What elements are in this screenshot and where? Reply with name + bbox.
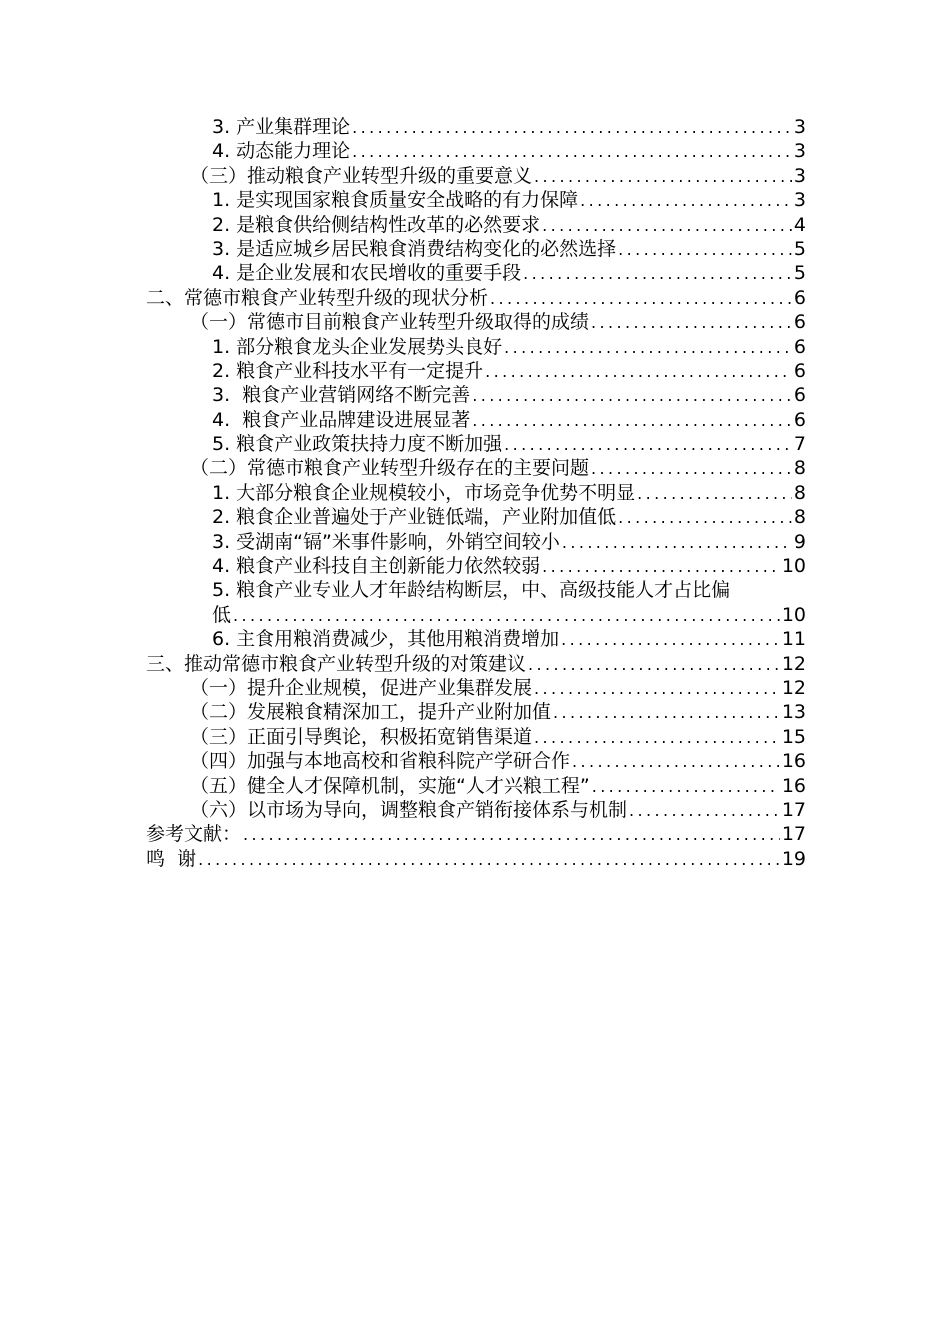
- toc-page-number: 17: [781, 798, 806, 821]
- toc-page-number: 3: [793, 164, 806, 187]
- toc-entry-title: （三）推动粮食产业转型升级的重要意义: [190, 164, 533, 187]
- toc-entry[interactable]: [146, 822, 806, 846]
- toc-entry[interactable]: [146, 115, 806, 139]
- toc-leader-dots: [243, 823, 780, 847]
- toc-entry-title: 参考文献：: [146, 823, 242, 846]
- toc-page-number: 8: [793, 457, 806, 480]
- toc-leader-dots: [534, 165, 792, 189]
- toc-page-number: 17: [781, 823, 806, 846]
- toc-leader-dots: [504, 433, 792, 457]
- toc-entry[interactable]: [146, 286, 806, 310]
- toc-leader-dots: [233, 604, 780, 628]
- toc-entry[interactable]: [146, 847, 806, 871]
- toc-entry[interactable]: [146, 188, 806, 212]
- toc-entry-title: 3. 受湖南“镉”米事件影响，外销空间较小: [212, 530, 560, 553]
- toc-entry-title: 2. 粮食产业科技水平有一定提升: [212, 359, 484, 382]
- toc-leader-dots: [637, 482, 792, 506]
- toc-leader-dots: [352, 116, 792, 140]
- toc-entry-title: 4. 粮食产业品牌建设进展显著: [212, 408, 471, 431]
- toc-page-number: 12: [781, 676, 806, 699]
- toc-leader-dots: [553, 701, 780, 725]
- toc-entry[interactable]: [146, 749, 806, 773]
- toc-page-number: 8: [793, 506, 806, 529]
- toc-page-number: 6: [793, 335, 806, 358]
- toc-entry-title: （一）提升企业规模，促进产业集群发展: [190, 676, 533, 699]
- toc-leader-dots: [490, 287, 792, 311]
- toc-leader-dots: [472, 384, 792, 408]
- toc-leader-dots: [618, 238, 792, 262]
- toc-entry-title: （二）常德市粮食产业转型升级存在的主要问题: [190, 457, 590, 480]
- toc-page-number: 10: [781, 603, 806, 626]
- toc-page-number: 6: [793, 359, 806, 382]
- toc-entry-continuation[interactable]: [146, 603, 806, 627]
- toc-entry[interactable]: [146, 530, 806, 554]
- toc-entry-title: （四）加强与本地高校和省粮科院产学研合作: [190, 750, 571, 773]
- toc-entry-title: 4. 是企业发展和农民增收的重要手段: [212, 262, 522, 285]
- toc-entry-title: 4. 粮食产业科技自主创新能力依然较弱: [212, 555, 541, 578]
- toc-page-number: 19: [781, 847, 806, 870]
- toc-page-number: 12: [781, 652, 806, 675]
- toc-entry-title: 1. 是实现国家粮食质量安全战略的有力保障: [212, 189, 579, 212]
- toc-page-number: 4: [793, 213, 806, 236]
- toc-entry-title: 6. 主食用粮消费减少，其他用粮消费增加: [212, 628, 560, 651]
- toc-leader-dots: [618, 506, 792, 530]
- toc-entry-title: 4. 动态能力理论: [212, 140, 351, 163]
- toc-leader-dots: [580, 189, 792, 213]
- toc-entry[interactable]: [146, 383, 806, 407]
- toc-entry[interactable]: [146, 676, 806, 700]
- toc-leader-dots: [485, 360, 792, 384]
- toc-page-number: 6: [793, 408, 806, 431]
- toc-page-number: 6: [793, 384, 806, 407]
- toc-entry-title: 3. 产业集群理论: [212, 116, 351, 138]
- toc-entry-title: 低: [212, 603, 232, 626]
- toc-page-number: 10: [781, 555, 806, 578]
- toc-entry[interactable]: [146, 505, 806, 529]
- toc-leader-dots: [528, 653, 780, 677]
- toc-entry[interactable]: [146, 261, 806, 285]
- toc-entry[interactable]: [146, 700, 806, 724]
- toc-entry[interactable]: [146, 359, 806, 383]
- toc-entry-title: 二、常德市粮食产业转型升级的现状分析: [146, 286, 489, 309]
- toc-entry-title: 2. 是粮食供给侧结构性改革的必然要求: [212, 213, 541, 236]
- toc-entry[interactable]: [146, 481, 806, 505]
- toc-entry-title: 3. 是适应城乡居民粮食消费结构变化的必然选择: [212, 237, 617, 260]
- toc-entry[interactable]: [146, 652, 806, 676]
- toc-entry-title: （二）发展粮食精深加工，提升产业附加值: [190, 701, 552, 724]
- toc-entry-title: 5. 粮食产业专业人才年龄结构断层，中、高级技能人才占比偏: [212, 579, 731, 602]
- toc-entry[interactable]: [146, 408, 806, 432]
- toc-leader-dots: [534, 677, 780, 701]
- toc-leader-dots: [562, 531, 792, 555]
- toc-page-number: 5: [793, 237, 806, 260]
- toc-entry[interactable]: [146, 237, 806, 261]
- toc-leader-dots: [504, 336, 792, 360]
- toc-page-number: 6: [793, 311, 806, 334]
- toc-leader-dots: [472, 409, 792, 433]
- toc-leader-dots: [592, 775, 780, 799]
- toc-entry-title: （三）正面引导舆论，积极拓宽销售渠道: [190, 725, 533, 748]
- toc-entry[interactable]: [146, 335, 806, 359]
- toc-leader-dots: [534, 726, 780, 750]
- toc-entry[interactable]: [146, 164, 806, 188]
- toc-entry-title: 5. 粮食产业政策扶持力度不断加强: [212, 433, 503, 456]
- toc-page-number: 13: [781, 701, 806, 724]
- toc-entry[interactable]: [146, 554, 806, 578]
- toc-leader-dots: [198, 848, 780, 872]
- toc-entry-title: 鸣 谢: [146, 847, 197, 870]
- toc-entry-title: 1. 大部分粮食企业规模较小，市场竞争优势不明显: [212, 481, 636, 504]
- toc-entry[interactable]: [146, 578, 806, 602]
- toc-page-number: 16: [781, 750, 806, 773]
- toc-entry[interactable]: [146, 213, 806, 237]
- toc-entry-title: 三、推动常德市粮食产业转型升级的对策建议: [146, 652, 527, 675]
- toc-page-number: 3: [793, 116, 806, 138]
- toc-page-number: 3: [793, 189, 806, 212]
- toc-page-number: 15: [781, 725, 806, 748]
- toc-leader-dots: [591, 311, 792, 335]
- toc-entry[interactable]: [146, 456, 806, 480]
- toc-page-number: 8: [793, 481, 806, 504]
- toc-leader-dots: [629, 799, 780, 823]
- toc-leader-dots: [523, 262, 792, 286]
- toc-entry[interactable]: [146, 774, 806, 798]
- toc-entry-title: （五）健全人才保障机制，实施“人才兴粮工程”: [190, 774, 590, 797]
- toc-entry-title: （一）常德市目前粮食产业转型升级取得的成绩: [190, 311, 590, 334]
- toc-page-number: 7: [793, 433, 806, 456]
- table-of-contents: [146, 115, 806, 871]
- toc-entry[interactable]: [146, 798, 806, 822]
- toc-entry[interactable]: [146, 627, 806, 651]
- toc-page-number: 5: [793, 262, 806, 285]
- toc-entry[interactable]: [146, 725, 806, 749]
- toc-page-number: 11: [781, 628, 806, 651]
- toc-entry-title: 2. 粮食企业普遍处于产业链低端，产业附加值低: [212, 506, 617, 529]
- toc-page-number: 9: [793, 530, 806, 553]
- toc-leader-dots: [542, 214, 792, 238]
- toc-entry-title: 3. 粮食产业营销网络不断完善: [212, 384, 471, 407]
- toc-leader-dots: [591, 457, 792, 481]
- toc-entry-title: （六）以市场为导向，调整粮食产销衔接体系与机制: [190, 798, 628, 821]
- toc-entry-title: 1. 部分粮食龙头企业发展势头良好: [212, 335, 503, 358]
- toc-entry[interactable]: [146, 432, 806, 456]
- toc-leader-dots: [561, 628, 780, 652]
- toc-leader-dots: [352, 140, 792, 164]
- toc-page-number: 6: [793, 286, 806, 309]
- toc-leader-dots: [572, 750, 780, 774]
- toc-page-number: 16: [781, 774, 806, 797]
- toc-entry[interactable]: [146, 310, 806, 334]
- toc-leader-dots: [542, 555, 780, 579]
- toc-page-number: 3: [793, 140, 806, 163]
- toc-entry[interactable]: [146, 139, 806, 163]
